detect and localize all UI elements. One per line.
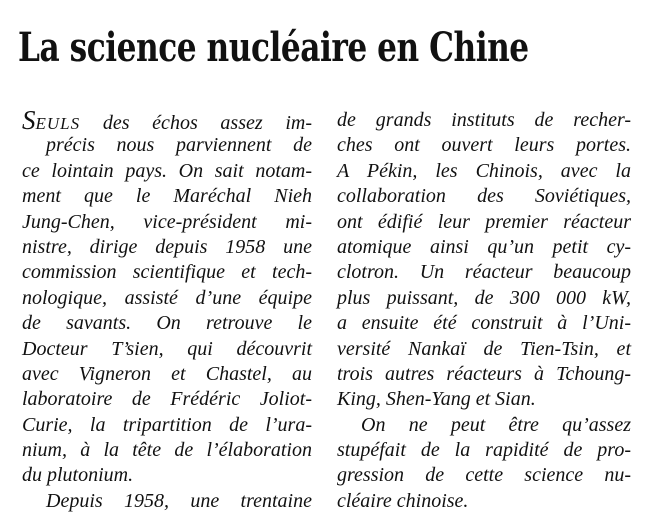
paragraph-line: ont édifié leur premier réacteur: [337, 210, 631, 233]
paragraph-line: gression de cette science nu-: [337, 464, 631, 487]
paragraph-line: trois autres réacteurs à Tchoung-: [337, 362, 631, 385]
paragraph-line: du plutonium.: [22, 464, 134, 487]
paragraph-line: ment que le Maréchal Nieh: [22, 185, 312, 208]
paragraph-line: Docteur T’sien, qui découvrit: [22, 337, 312, 360]
paragraph-line: A Pékin, les Chinois, avec la: [337, 159, 631, 182]
paragraph-line: ches ont ouvert leurs portes.: [337, 134, 631, 157]
paragraph-line: Depuis 1958, une trentaine: [46, 489, 312, 512]
article-title: La science nucléaire en Chine: [18, 24, 529, 71]
paragraph-line: de grands instituts de recher-: [337, 109, 631, 131]
paragraph-line: versité Nankaï de Tien-Tsin, et: [337, 337, 631, 360]
paragraph-line: a ensuite été construit à l’Uni-: [337, 312, 631, 335]
paragraph-line: plus puissant, de 300 000 kW,: [337, 286, 631, 309]
paragraph-line: ce lointain pays. On sait notam-: [22, 159, 312, 182]
paragraph-line: précis nous parviennent de: [46, 134, 312, 157]
paragraph-line: avec Vigneron et Chastel, au: [22, 362, 312, 385]
paragraph-line: atomique ainsi qu’un petit cy-: [337, 235, 631, 258]
paragraph-line: nologique, assisté d’une équipe: [22, 286, 312, 309]
paragraph-line: King, Shen-Yang et Sian.: [337, 388, 536, 411]
drop-cap: S: [22, 105, 36, 135]
paragraph-line: de savants. On retrouve le: [22, 312, 312, 335]
paragraph-line: stupéfait de la rapidité de pro-: [337, 439, 631, 462]
paragraph-line: laboratoire de Frédéric Joliot-: [22, 388, 312, 411]
paragraph-line: cléaire chinoise.: [337, 489, 469, 512]
paragraph-line: clotron. Un réacteur beaucoup: [337, 261, 631, 284]
article-column-right: [337, 108, 631, 514]
paragraph-line: Jung-Chen, vice-président mi-: [22, 210, 312, 233]
paragraph-line-text: des échos assez im-: [102, 112, 312, 134]
paragraph-line: nistre, dirige depuis 1958 une: [22, 235, 312, 258]
paragraph-line: Curie, la tripartition de l’ura-: [22, 413, 312, 436]
article-column-left: [22, 105, 312, 514]
paragraph-line: collaboration des Soviétiques,: [337, 185, 631, 208]
paragraph-line: nium, à la tête de l’élaboration: [22, 439, 312, 462]
paragraph-line: commission scientifique et tech-: [22, 261, 312, 284]
paragraph-line: [22, 105, 312, 135]
paragraph-line: On ne peut être qu’assez: [361, 413, 631, 436]
opening-smallcaps: EULS: [35, 114, 81, 133]
